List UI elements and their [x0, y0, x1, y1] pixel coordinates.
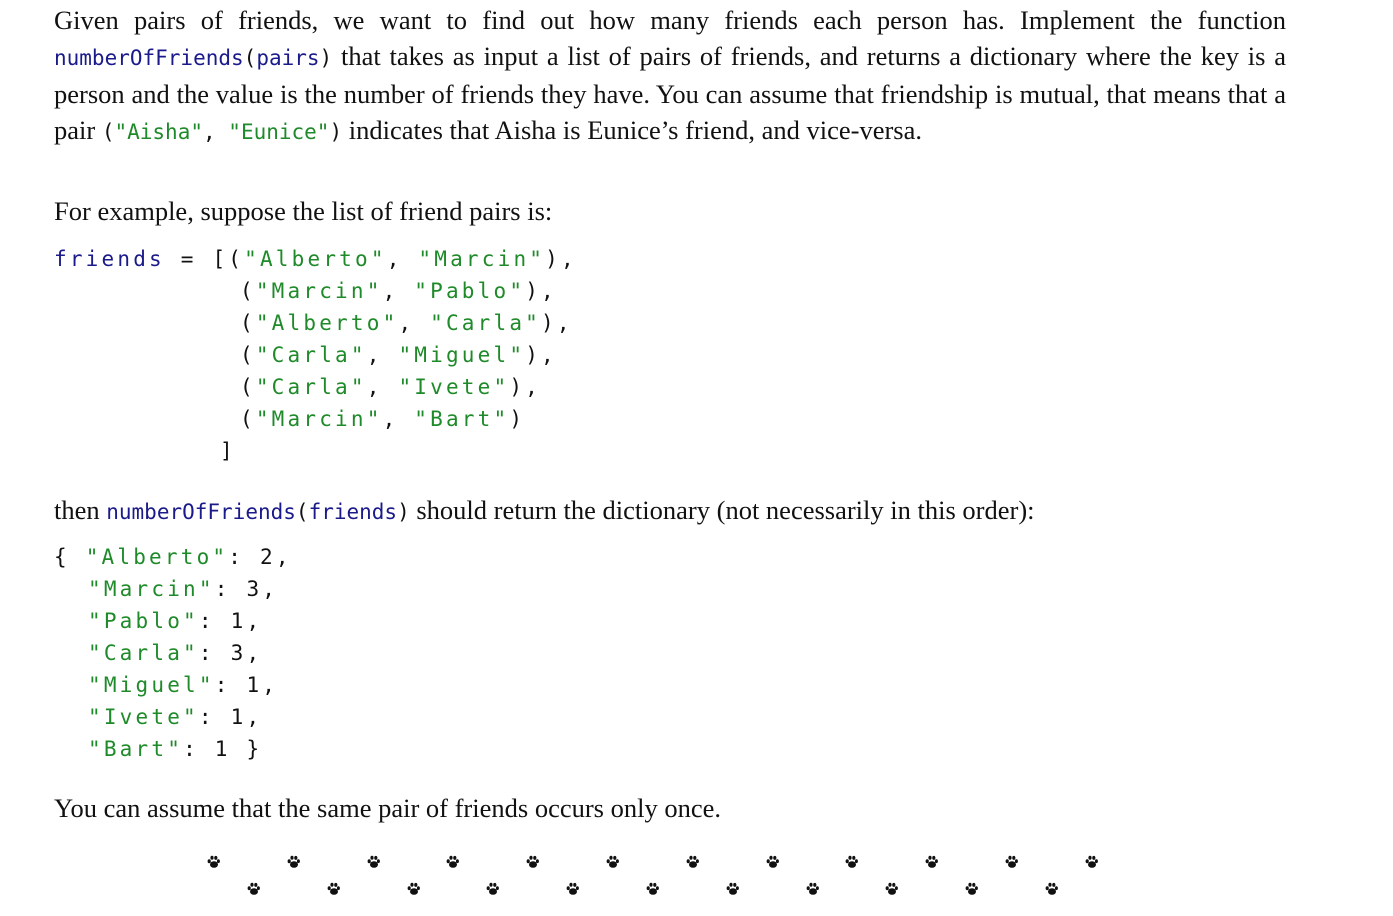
intro-text-1: Given pairs of friends, we want to find out how many friends each person has. Implement the function [54, 5, 1286, 35]
inline-code-argument: pairs [256, 46, 320, 70]
paw-print-icon [405, 881, 421, 897]
paw-print-icon [1003, 854, 1019, 870]
dict-value: 1 [214, 737, 231, 761]
dict-value: 1 [230, 705, 247, 729]
result-intro-paragraph [54, 492, 1286, 530]
paw-print-icon [1043, 881, 1059, 897]
result-intro-text-1: then [54, 495, 107, 525]
dict-colon: : [198, 705, 231, 729]
dict-close-brace: } [246, 737, 263, 761]
dict-line [88, 605, 262, 637]
dict-colon: : [183, 737, 215, 761]
code-string-second: "Carla" [430, 311, 542, 335]
dict-colon: : [228, 545, 260, 569]
dict-space [70, 545, 86, 569]
code-string-first: "Alberto" [255, 311, 399, 335]
code-line [54, 243, 577, 275]
friends-code-block [54, 243, 754, 473]
code-paren-open: ( [240, 343, 256, 367]
dict-colon: : [198, 641, 231, 665]
code-string-second: "Pablo" [414, 279, 526, 303]
code-paren-close: ), [541, 311, 573, 335]
code-line [240, 371, 541, 403]
inline-code-paren-close: ) [319, 46, 333, 70]
paw-print-icon [604, 854, 620, 870]
dict-comma: , [262, 673, 279, 697]
code-paren-open: ( [228, 247, 245, 271]
dict-line [54, 541, 292, 573]
code-close-bracket: ] [220, 439, 236, 463]
code-paren-open: ( [240, 407, 256, 431]
dict-comma: , [246, 609, 263, 633]
dict-line [88, 669, 278, 701]
result-dict-code-block [54, 541, 454, 771]
closing-paragraph: You can assume that the same pair of friends occurs only once. [54, 793, 721, 823]
dict-key: "Pablo" [88, 609, 199, 633]
dict-open-brace: { [54, 545, 70, 569]
code-comma: , [398, 311, 431, 335]
intro-text-2: that takes as input a list of pairs of friends, and returns a dictionary where the key is a person and the value is the number of friends they have. You can assume that friendship is mutual, that means that a pair [54, 41, 1286, 145]
dict-colon: : [214, 673, 247, 697]
result-intro-text-2: should return the dictionary (not necessarily in this order): [409, 495, 1035, 525]
code-comma: , [366, 375, 399, 399]
code-line [240, 339, 557, 371]
code-variable-name: friends [54, 247, 165, 271]
code-string-first: "Alberto" [244, 247, 387, 271]
result-function-name: numberOfFriends [106, 500, 296, 524]
code-paren-close: ), [509, 375, 542, 399]
code-paren-close: ) [509, 407, 526, 431]
dict-value: 3 [246, 577, 263, 601]
inline-pair-close: ) [329, 120, 343, 144]
dict-space [231, 737, 247, 761]
dict-value: 3 [230, 641, 247, 665]
paw-print-icon [365, 854, 381, 870]
paw-print-icon [764, 854, 780, 870]
dict-key: "Ivete" [88, 705, 199, 729]
dict-key: "Carla" [88, 641, 199, 665]
code-paren-open: ( [240, 311, 256, 335]
dict-comma: , [262, 577, 279, 601]
code-paren-close: ), [525, 279, 557, 303]
code-paren-close: ), [545, 247, 577, 271]
dict-value: 1 [230, 609, 247, 633]
paw-print-icon [245, 881, 261, 897]
code-assign-operator: = [164, 247, 213, 271]
inline-pair-open: ( [101, 120, 115, 144]
paw-print-icon [684, 854, 700, 870]
code-paren-close: ), [525, 343, 557, 367]
intro-paragraph [54, 2, 1286, 150]
dict-line [88, 701, 262, 733]
code-string-second: "Miguel" [398, 343, 526, 367]
inline-pair-comma: , [203, 120, 229, 144]
dict-key: "Alberto" [85, 545, 229, 569]
example-intro: For example, suppose the list of friend pairs is: [54, 196, 553, 226]
code-string-first: "Carla" [255, 375, 367, 399]
code-string-second: "Marcin" [418, 247, 546, 271]
paw-print-icon [883, 881, 899, 897]
code-string-second: "Bart" [414, 407, 510, 431]
code-comma: , [386, 247, 419, 271]
dict-colon: : [214, 577, 247, 601]
inline-code-paren-open: ( [243, 46, 257, 70]
code-paren-open: ( [240, 279, 256, 303]
code-string-first: "Marcin" [255, 279, 383, 303]
paw-print-icon [484, 881, 500, 897]
code-comma: , [382, 279, 415, 303]
dict-line [88, 733, 262, 765]
dict-comma: , [275, 545, 292, 569]
paw-print-icon [325, 881, 341, 897]
inline-pair-first: "Aisha" [114, 120, 203, 144]
paw-print-icon [923, 854, 939, 870]
dict-colon: : [198, 609, 231, 633]
code-paren-open: ( [240, 375, 256, 399]
code-line [240, 275, 557, 307]
dict-value: 1 [246, 673, 263, 697]
code-comma: , [382, 407, 415, 431]
dict-comma: , [246, 641, 263, 665]
paw-print-icon [205, 854, 221, 870]
paw-print-icon [1083, 854, 1099, 870]
paw-print-icon [444, 854, 460, 870]
code-string-second: "Ivete" [398, 375, 510, 399]
dict-key: "Marcin" [88, 577, 215, 601]
code-line [240, 307, 573, 339]
paw-print-icon [724, 881, 740, 897]
result-paren-open: ( [295, 500, 309, 524]
code-string-first: "Marcin" [255, 407, 383, 431]
paw-print-icon [963, 881, 979, 897]
paw-print-divider [195, 848, 1115, 908]
inline-pair-second: "Eunice" [228, 120, 330, 144]
dict-value: 2 [259, 545, 276, 569]
dict-comma: , [246, 705, 263, 729]
inline-code-function-name: numberOfFriends [54, 46, 244, 70]
code-line [220, 435, 236, 467]
code-line [240, 403, 525, 435]
result-argument: friends [308, 500, 398, 524]
dict-key: "Bart" [88, 737, 184, 761]
result-paren-close: ) [397, 500, 410, 524]
paw-print-icon [843, 854, 859, 870]
paw-print-icon [644, 881, 660, 897]
dict-key: "Miguel" [88, 673, 215, 697]
paw-print-icon [564, 881, 580, 897]
code-open-bracket: [ [212, 247, 229, 271]
paw-print-icon [524, 854, 540, 870]
dict-line [88, 637, 262, 669]
code-string-first: "Carla" [255, 343, 367, 367]
dict-line [88, 573, 278, 605]
paw-print-icon [285, 854, 301, 870]
paw-print-icon [804, 881, 820, 897]
intro-text-3: indicates that Aisha is Eunice’s friend, and vice-versa. [342, 115, 922, 145]
code-comma: , [366, 343, 399, 367]
